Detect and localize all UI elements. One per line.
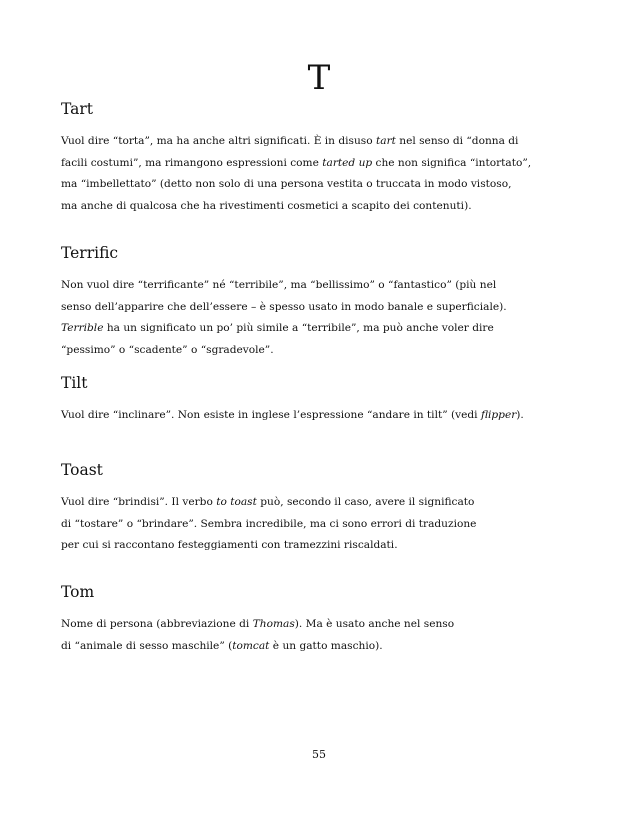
definition-line: di “animale di sesso maschile” (tomcat è un gatto maschio).	[61, 639, 383, 652]
page-number: 55	[312, 748, 326, 761]
entry-term: Toast	[61, 461, 103, 479]
italic-term: flipper	[480, 409, 517, 421]
italic-term: to toast	[216, 496, 257, 508]
glossary-entry-tart	[61, 99, 581, 218]
definition-line: ma “imbellettato” (detto non solo di una persona vestita o truccata in modo vistoso,	[61, 178, 512, 191]
definition-line: Vuol dire “inclinare”. Non esiste in inglese l’espressione “andare in tilt” (vedi flipper).	[61, 409, 524, 421]
definition-line: senso dell’apparire che dell’essere – è spesso usato in modo banale e superficiale).	[61, 300, 507, 313]
entry-definition	[61, 614, 581, 657]
definition-line: Non vuol dire “terrificante” né “terribile”, ma “bellissimo” o “fantastico” (più nel	[61, 279, 497, 291]
definition-line: Terrible ha un significato un po’ più simile a “terribile”, ma può anche voler dire	[61, 322, 494, 335]
definition-line: Nome di persona (abbreviazione di Thomas). Ma è usato anche nel senso	[61, 618, 455, 630]
entry-term: Tom	[61, 583, 95, 601]
definition-line: Vuol dire “torta”, ma ha anche altri significati. È in disuso tart nel senso di “donna di	[61, 135, 519, 147]
italic-term: tart	[376, 135, 396, 147]
definition-line: ma anche di qualcosa che ha rivestimenti cosmetici a scapito dei contenuti).	[61, 200, 472, 213]
italic-term: Thomas	[252, 618, 295, 630]
definition-line: facili costumi”, ma rimangono espressioni come tarted up che non significa “intortato”,	[61, 156, 532, 169]
entry-definition	[61, 275, 581, 362]
definition-line: “pessimo” o “scadente” o “sgradevole”.	[61, 344, 274, 357]
glossary-entry-terrific	[61, 243, 581, 362]
definition-line: per cui si raccontano festeggiamenti con tramezzini riscaldati.	[61, 539, 398, 552]
section-letter-heading: T	[307, 58, 331, 98]
entry-definition	[61, 131, 581, 218]
glossary-entry-tom	[61, 582, 581, 657]
entry-term: Tilt	[61, 374, 88, 392]
definition-line: di “tostare” o “brindare”. Sembra incredibile, ma ci sono errori di traduzione	[61, 517, 477, 530]
definition-line: Vuol dire “brindisi”. Il verbo to toast può, secondo il caso, avere il significato	[61, 496, 475, 508]
italic-term: tomcat	[232, 639, 270, 652]
entry-term: Tart	[61, 100, 94, 118]
entry-definition	[61, 405, 581, 427]
entry-definition	[61, 492, 581, 557]
glossary-entry-toast	[61, 460, 581, 557]
italic-term: tarted up	[322, 156, 373, 169]
glossary-entry-tilt	[61, 373, 581, 427]
entry-term: Terrific	[61, 244, 119, 262]
italic-term: Terrible	[61, 322, 104, 335]
